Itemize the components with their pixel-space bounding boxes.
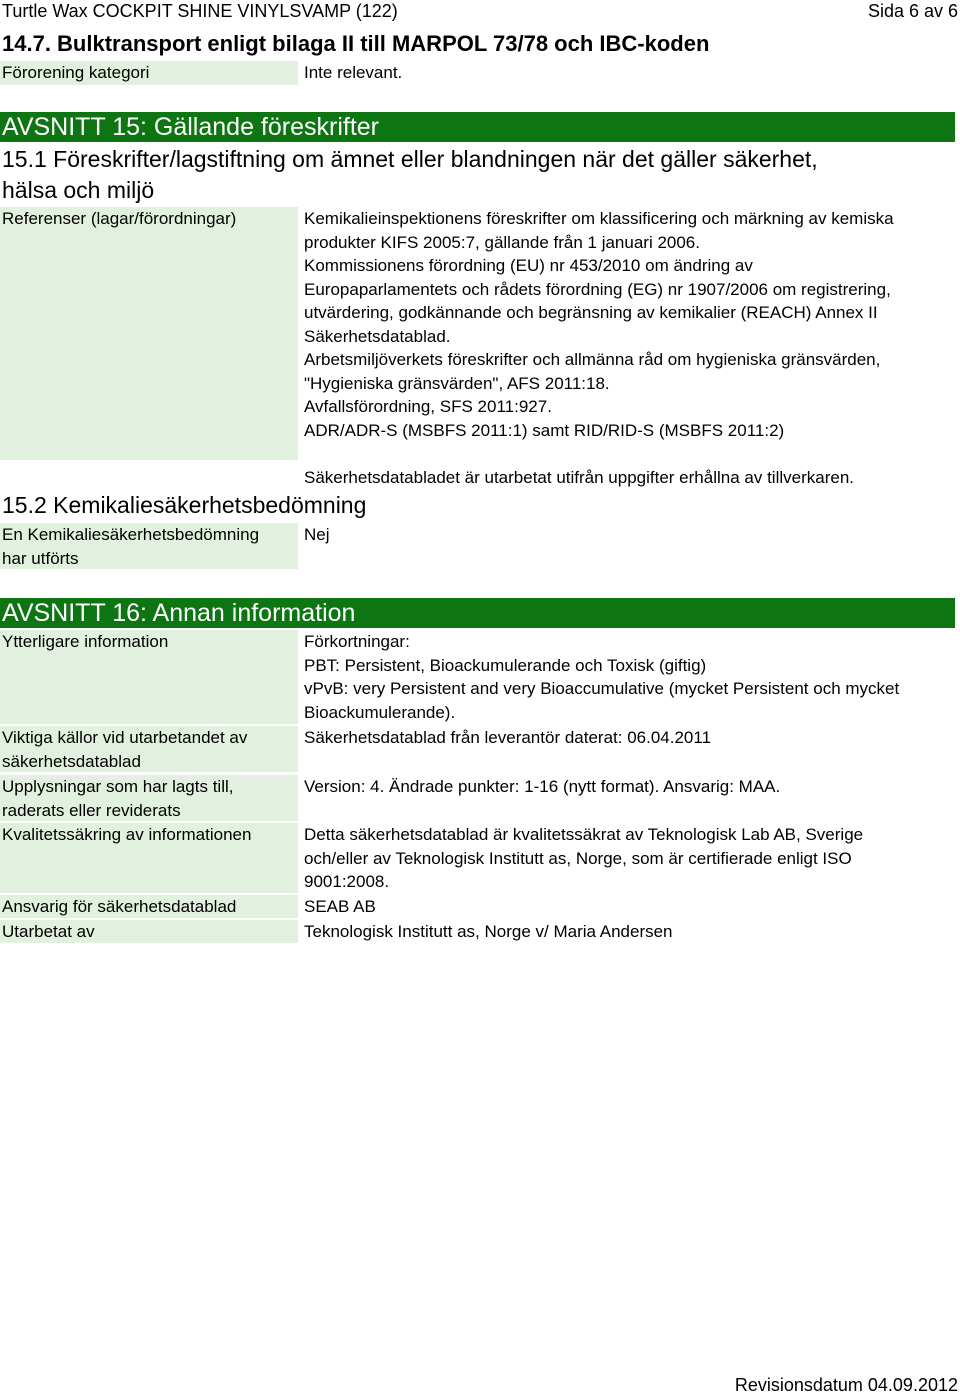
responsible-label: Ansvarig för säkerhetsdatablad [2, 897, 237, 916]
section-15-bar: AVSNITT 15: Gällande föreskrifter [0, 112, 955, 142]
references-line: produkter KIFS 2005:7, gällande från 1 januari 2006. [304, 232, 700, 252]
references-line: Europaparlamentets och rådets förordning (EG) nr 1907/2006 om registrering, [304, 279, 891, 299]
references-line: ADR/ADR-S (MSBFS 2011:1) samt RID/RID-S (MSBFS 2011:2) [304, 420, 785, 440]
page-number: Sida 6 av 6 [867, 1, 958, 21]
additional-info-value [304, 630, 899, 724]
references-line: Säkerhetsdatablad. [304, 326, 451, 346]
references-label-cell [0, 207, 298, 460]
quality-assurance-value [304, 823, 863, 894]
references-line: Arbetsmiljöverkets föreskrifter och allmänna råd om hygieniska gränsvärden, [304, 350, 881, 369]
revision-info-label-cell [0, 775, 298, 821]
csa-label-line-1: En Kemikaliesäkerhetsbedömning [2, 525, 260, 544]
quality-assurance-line: och/eller av Teknologisk Institutt as, Norge, som är certifierade enligt ISO [304, 848, 852, 868]
references-text [304, 207, 944, 442]
section-14-7-heading: 14.7. Bulktransport enligt bilaga II till MARPOL 73/78 och IBC-koden [2, 31, 710, 56]
references-line: Kommissionens förordning (EU) nr 453/2010 om ändring av [304, 256, 753, 275]
revision-info-label-line-1: Upplysningar som har lagts till, [2, 777, 234, 796]
additional-info-line: vPvB: very Persistent and very Bioaccumulative (mycket Persistent och mycket [304, 679, 900, 698]
responsible-value: SEAB AB [304, 897, 376, 916]
references-line: Avfallsförordning, SFS 2011:927. [304, 397, 552, 416]
quality-assurance-line: Detta säkerhetsdatablad är kvalitetssäkrat av Teknologisk Lab AB, Sverige [304, 825, 864, 844]
responsible-label-cell [0, 895, 298, 918]
key-sources-label-line-1: Viktiga källor vid utarbetandet av [2, 728, 248, 747]
key-sources-label-line-2: säkerhetsdatablad [2, 751, 141, 771]
references-label: Referenser (lagar/förordningar) [2, 209, 237, 228]
pollution-category-label-cell [0, 61, 298, 85]
references-line: utvärdering, godkännande och begränsning av kemikalier (REACH) Annex II [304, 303, 878, 322]
additional-info-line: Bioackumulerande). [304, 702, 456, 722]
revision-info-value: Version: 4. Ändrade punkter: 1-16 (nytt format). Ansvarig: MAA. [304, 777, 781, 796]
pollution-category-value: Inte relevant. [304, 63, 403, 82]
quality-assurance-label: Kvalitetssäkring av informationen [2, 825, 252, 844]
revision-date: Revisionsdatum 04.09.2012 [734, 1375, 958, 1395]
section-16-bar: AVSNITT 16: Annan information [0, 598, 955, 628]
prepared-by-value: Teknologisk Institutt as, Norge v/ Maria Andersen [304, 922, 673, 941]
references-line: "Hygieniska gränsvärden", AFS 2011:18. [304, 373, 610, 393]
references-note: Säkerhetsdatabladet är utarbetat utifrån uppgifter erhållna av tillverkaren. [304, 468, 854, 487]
quality-assurance-label-cell [0, 823, 298, 893]
csa-label-line-2: har utförts [2, 548, 79, 568]
prepared-by-label: Utarbetat av [2, 922, 95, 941]
additional-info-label-cell [0, 630, 298, 724]
revision-info-label-line-2: raderats eller reviderats [2, 800, 181, 820]
additional-info-label: Ytterligare information [2, 632, 169, 651]
section-15-1-heading-line-2: hälsa och miljö [2, 177, 155, 203]
key-sources-value: Säkerhetsdatablad från leverantör daterat: 06.04.2011 [304, 728, 712, 747]
csa-label-cell [0, 523, 298, 569]
document-title: Turtle Wax COCKPIT SHINE VINYLSVAMP (122) [2, 1, 398, 21]
section-15-1-heading-line-1: 15.1 Föreskrifter/lagstiftning om ämnet eller blandningen när det gäller säkerhet, [2, 146, 818, 172]
key-sources-label-cell [0, 726, 298, 772]
references-line: Kemikalieinspektionens föreskrifter om klassificering och märkning av kemiska [304, 209, 894, 228]
pollution-category-label: Förorening kategori [2, 63, 150, 82]
quality-assurance-line: 9001:2008. [304, 872, 390, 891]
additional-info-line: PBT: Persistent, Bioackumulerande och Toxisk (giftig) [304, 655, 707, 675]
csa-value: Nej [304, 525, 330, 544]
additional-info-line: Förkortningar: [304, 632, 410, 651]
section-15-2-heading: 15.2 Kemikaliesäkerhetsbedömning [2, 492, 367, 518]
prepared-by-label-cell [0, 920, 298, 943]
